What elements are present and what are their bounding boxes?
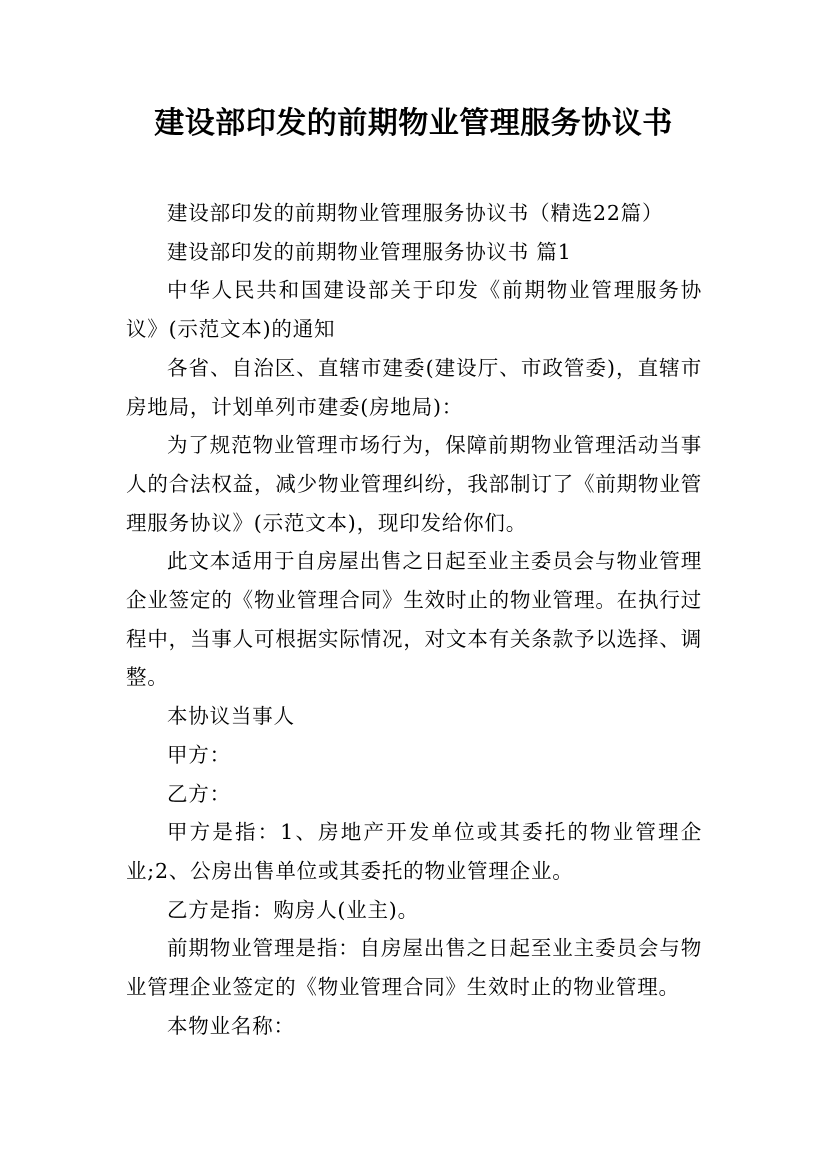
paragraph-addressees: 各省、自治区、直辖市建委(建设厅、市政管委)，直辖市房地局，计划单列市建委(房地局)： [126, 355, 702, 419]
paragraph-section-heading: 建设部印发的前期物业管理服务协议书 篇1 [167, 239, 572, 264]
paragraph-management-definition: 前期物业管理是指：自房屋出售之日起至业主委员会与物业管理企业签定的《物业管理合同》生效时止的物业管理。 [126, 936, 702, 1000]
paragraph-purpose: 为了规范物业管理市场行为，保障前期物业管理活动当事人的合法权益，减少物业管理纠纷，我部制订了《前期物业管理服务协议》(示范文本)，现印发给你们。 [126, 433, 702, 535]
paragraph-subtitle: 建设部印发的前期物业管理服务协议书（精选22篇） [167, 201, 664, 225]
paragraph-party-a: 甲方： [167, 742, 231, 767]
paragraph-notice-title: 中华人民共和国建设部关于印发《前期物业管理服务协议》(示范文本)的通知 [126, 278, 702, 342]
paragraph-party-b-definition: 乙方是指：购房人(业主)。 [167, 897, 419, 922]
paragraph-parties-heading: 本协议当事人 [167, 704, 295, 729]
paragraph-property-name: 本物业名称： [167, 1013, 295, 1038]
paragraph-party-a-definition: 甲方是指：1、房地产开发单位或其委托的物业管理企业;2、公房出售单位或其委托的物业管理企业。 [126, 820, 702, 883]
document-body [126, 194, 702, 1045]
paragraph-party-b: 乙方： [167, 781, 231, 806]
paragraph-scope: 此文本适用于自房屋出售之日起至业主委员会与物业管理企业签定的《物业管理合同》生效时止的物业管理。在执行过程中，当事人可根据实际情况，对文本有关条款予以选择、调整。 [126, 549, 702, 690]
document-title: 建设部印发的前期物业管理服务协议书 [154, 106, 673, 141]
